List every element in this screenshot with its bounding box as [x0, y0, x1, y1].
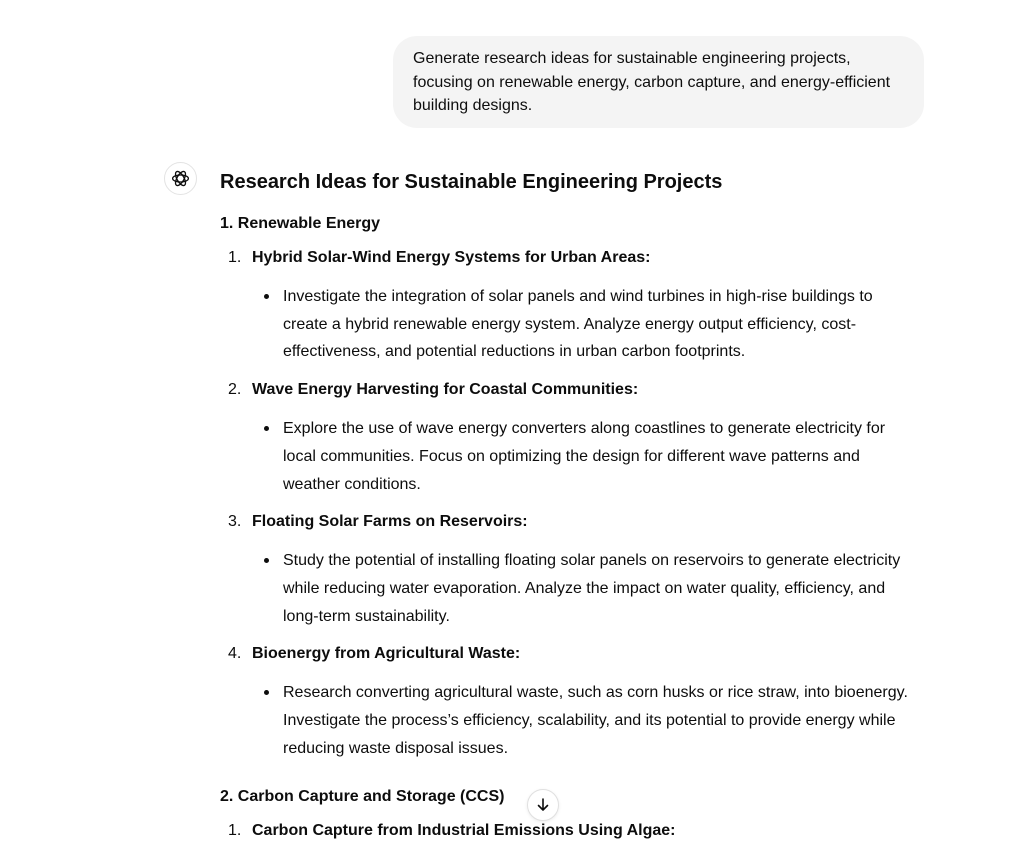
section-heading: 1. Renewable Energy — [220, 215, 381, 232]
bullet-text: Explore the use of wave energy converters along coastlines to generate electricity for local communities. Focus on optimizing the design for different wave patterns and weather conditions. — [283, 420, 886, 493]
list-item — [220, 247, 920, 366]
item-title: Hybrid Solar-Wind Energy Systems for Urban Areas: — [252, 249, 651, 266]
item-title: Wave Energy Harvesting for Coastal Communities: — [252, 381, 639, 399]
assistant-avatar — [164, 162, 197, 195]
item-number: 2. — [228, 381, 242, 399]
item-number: 4. — [228, 645, 242, 663]
item-number: 1. — [228, 249, 242, 266]
item-title: Floating Solar Farms on Reservoirs: — [252, 513, 528, 531]
scroll-to-bottom-button[interactable] — [527, 789, 559, 821]
list-item — [220, 643, 920, 762]
section-heading: 2. Carbon Capture and Storage (CCS) — [220, 788, 505, 806]
assistant-response — [220, 168, 920, 842]
bullet-point — [252, 415, 920, 498]
item-title: Carbon Capture from Industrial Emissions Using Algae: — [252, 822, 676, 840]
bullet-text: Investigate the integration of solar panels and wind turbines in high-rise buildings to create a hybrid renewable energy system. Analyze energy output efficiency, cost-effectiveness, and potential reductions in urban carbon footprints. — [283, 288, 873, 361]
section-renewable-energy — [220, 213, 920, 762]
bullet-dot — [264, 690, 269, 695]
item-title: Bioenergy from Agricultural Waste: — [252, 645, 521, 663]
list-item — [220, 379, 920, 498]
bullet-dot — [264, 294, 269, 299]
openai-logo-icon — [170, 168, 191, 189]
section-carbon-capture — [220, 786, 920, 842]
list-item — [220, 820, 920, 842]
bullet-point — [252, 283, 920, 366]
item-number: 1. — [228, 822, 242, 840]
response-title: Research Ideas for Sustainable Engineering Projects — [220, 171, 723, 193]
bullet-text: Research converting agricultural waste, such as corn husks or rice straw, into bioenergy. Investigate the process’s efficiency, scalability, and its potential to provide energy while reducing waste disposal issues. — [283, 684, 908, 757]
bullet-point — [252, 679, 920, 762]
bullet-point — [252, 547, 920, 630]
bullet-dot — [264, 558, 269, 563]
bullet-dot — [264, 426, 269, 431]
user-message-text: Generate research ideas for sustainable engineering projects, focusing on renewable energy, carbon capture, and energy-efficient building designs. — [413, 50, 891, 114]
arrow-down-icon — [535, 797, 551, 813]
list-item — [220, 511, 920, 630]
user-message-bubble — [393, 36, 924, 128]
item-number: 3. — [228, 513, 242, 531]
bullet-text: Study the potential of installing floating solar panels on reservoirs to generate electricity while reducing water evaporation. Analyze the impact on water quality, efficiency, and long-term sustainability. — [283, 552, 901, 625]
